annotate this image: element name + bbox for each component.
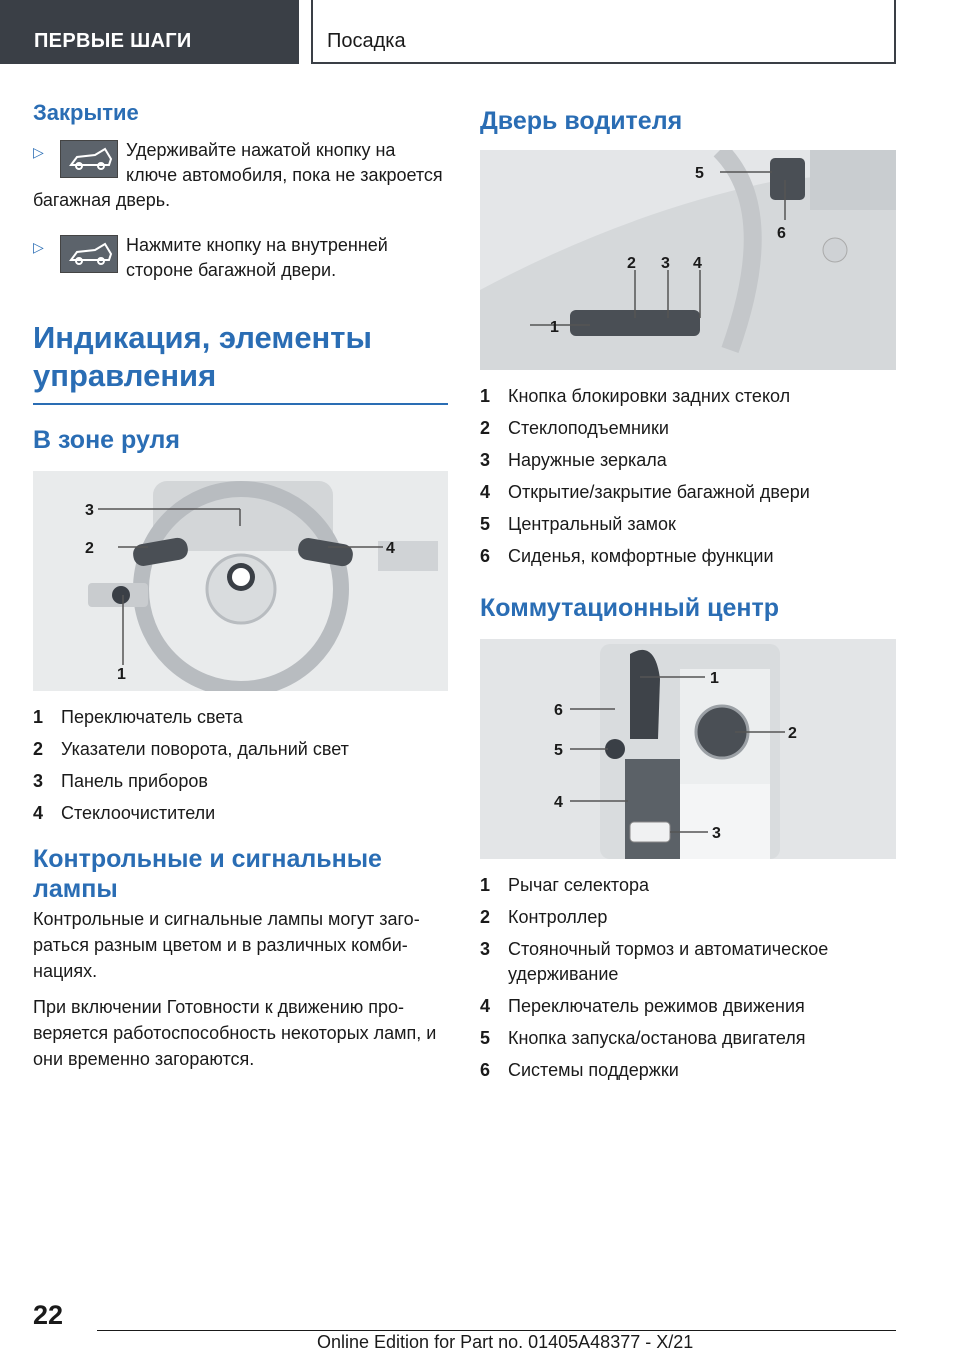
list-item: 2 Стеклоподъемники bbox=[480, 418, 669, 438]
steering-label-1: 1 bbox=[117, 666, 126, 683]
closing-step-1 bbox=[33, 138, 448, 213]
list-item: 3 Наружные зеркала bbox=[480, 450, 667, 470]
console-label-6: 6 bbox=[554, 702, 563, 719]
console-label-2: 2 bbox=[788, 725, 797, 742]
console-title: Коммутационный центр bbox=[480, 594, 779, 622]
list-item: 1 Рычаг селектора bbox=[480, 875, 649, 895]
steering-label-3: 3 bbox=[85, 502, 94, 519]
lamps-paragraph-2: При включении Готовности к движению проверяется работоспособность некоторых ламп, и они временно загораются. bbox=[33, 997, 437, 1069]
driver-door-title: Дверь водителя bbox=[480, 107, 683, 135]
list-item: 4 Переключатель режимов движения bbox=[480, 996, 805, 1016]
lamps-paragraph-1: Контрольные и сигнальные лампы могут загораться разным цветом и в различных комбинациях. bbox=[33, 909, 420, 981]
footer-divider bbox=[97, 1330, 896, 1331]
list-item: 3 Стояночный тормоз и автоматическое удерживание bbox=[480, 939, 829, 984]
steering-label-2: 2 bbox=[85, 540, 94, 557]
list-item: 5 Кнопка запуска/останова двигателя bbox=[480, 1028, 806, 1048]
center-console-photo bbox=[480, 639, 896, 859]
list-item: 2 Контроллер bbox=[480, 907, 608, 927]
door-label-3: 3 bbox=[661, 255, 670, 272]
header-section-label: ПЕРВЫЕ ШАГИ bbox=[34, 30, 192, 52]
lamps-title: Контрольные и сигнальные лампы bbox=[33, 845, 382, 903]
header-section-tab bbox=[0, 0, 299, 64]
page-number: 22 bbox=[33, 1300, 64, 1330]
triangle-bullet-icon: ▷ bbox=[33, 239, 44, 255]
list-item: 4 Открытие/закрытие багажной двери bbox=[480, 482, 810, 502]
closing-step-2-text: Нажмите кнопку на внутренней стороне багажной двери. bbox=[126, 235, 388, 280]
closing-step-1-text: Удерживайте нажатой кнопку на ключе автомобиля, пока не закроется багажная дверь. bbox=[33, 140, 443, 210]
header-chapter-box bbox=[311, 0, 896, 64]
header-chapter-label: Посадка bbox=[327, 30, 406, 52]
right-column bbox=[480, 100, 896, 1090]
closing-step-2 bbox=[33, 233, 448, 283]
driver-door-photo bbox=[480, 150, 896, 370]
list-item: 6 Сиденья, комфортные функции bbox=[480, 546, 774, 566]
door-label-6: 6 bbox=[777, 225, 786, 242]
tailgate-key-button-icon bbox=[60, 140, 118, 178]
list-item: 3 Панель приборов bbox=[33, 771, 208, 791]
console-list bbox=[480, 873, 896, 1083]
list-item: 4 Стеклоочистители bbox=[33, 803, 216, 823]
footer-edition: Online Edition for Part no. 01405A48377 - X/21 bbox=[317, 1332, 694, 1352]
tailgate-inner-button-icon bbox=[60, 235, 118, 273]
list-item: 6 Системы поддержки bbox=[480, 1060, 679, 1080]
steering-label-4: 4 bbox=[386, 540, 395, 557]
list-item: 2 Указатели поворота, дальний свет bbox=[33, 739, 349, 759]
door-label-4: 4 bbox=[693, 255, 702, 272]
list-item: 1 Кнопка блокировки задних стекол bbox=[480, 386, 791, 406]
steering-list bbox=[33, 705, 448, 826]
door-label-5: 5 bbox=[695, 165, 704, 182]
console-label-1: 1 bbox=[710, 670, 719, 687]
steering-wheel-photo bbox=[33, 471, 448, 691]
list-item: 1 Переключатель света bbox=[33, 707, 243, 727]
list-item: 5 Центральный замок bbox=[480, 514, 676, 534]
console-label-5: 5 bbox=[554, 742, 563, 759]
triangle-bullet-icon: ▷ bbox=[33, 144, 44, 160]
closing-title: Закрытие bbox=[33, 100, 139, 125]
console-label-3: 3 bbox=[712, 825, 721, 842]
indicators-title: Индикация, элементы управления bbox=[33, 320, 372, 393]
section-divider bbox=[33, 403, 448, 405]
console-label-4: 4 bbox=[554, 794, 563, 811]
door-label-2: 2 bbox=[627, 255, 636, 272]
door-label-1: 1 bbox=[550, 319, 559, 336]
left-column bbox=[33, 100, 448, 1072]
steering-title: В зоне руля bbox=[33, 426, 181, 454]
driver-door-list bbox=[480, 384, 896, 569]
